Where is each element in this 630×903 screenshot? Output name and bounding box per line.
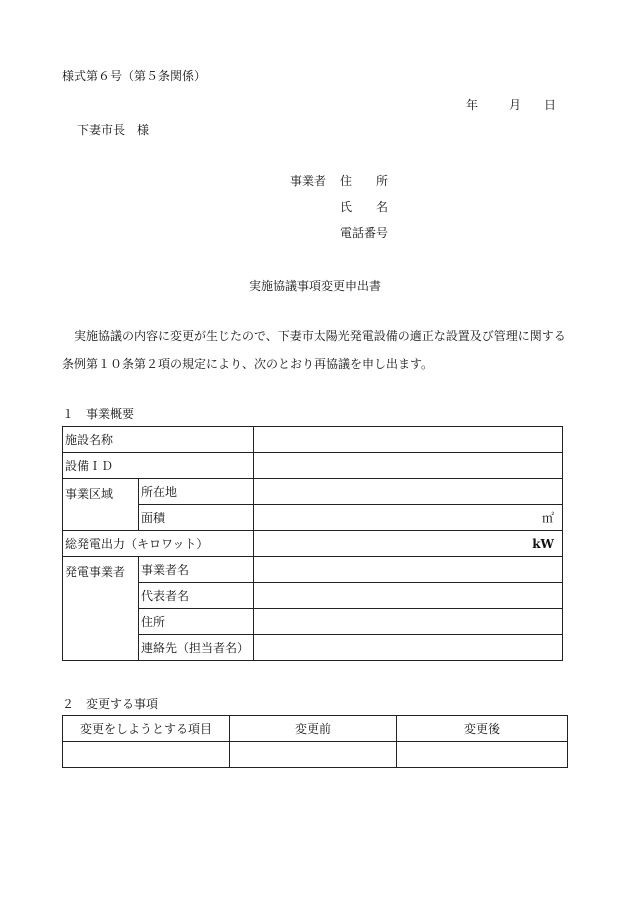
location-label: 所在地 [139,479,254,505]
applicant-address-label: 住 所 [340,174,389,188]
table-row [63,479,563,505]
contact-value[interactable] [254,635,563,661]
date-month: 月 [509,98,522,112]
operator-name-value[interactable] [254,557,563,583]
column-header-item: 変更をしようとする項目 [63,716,230,742]
body-paragraph: 実施協議の内容に変更が生じたので、下妻市太陽光発電設備の適正な設置及び管理に関する条例第１０条第２項の規定により、次のとおり再協議を申し出ます。 [62,329,566,371]
date-day: 日 [544,98,557,112]
change-item-value[interactable] [63,742,230,768]
table-row [63,427,563,453]
applicant-phone-label: 電話番号 [340,226,389,240]
table-row [63,531,563,557]
recipient: 下妻市長 様 [77,123,150,137]
business-overview-table [62,426,563,661]
section1-heading: １ 事業概要 [62,407,135,421]
representative-value[interactable] [254,583,563,609]
output-unit: kW [532,536,555,551]
form-number: 様式第６号（第５条関係） [62,69,207,83]
change-after-value[interactable] [397,742,568,768]
area-value[interactable] [254,505,563,531]
area-unit: ㎡ [542,511,555,525]
section2-heading: ２ 変更する事項 [62,697,159,711]
date-year: 年 [466,98,479,112]
table-row [63,453,563,479]
facility-name-value[interactable] [254,427,563,453]
change-before-value[interactable] [230,742,397,768]
total-output-value[interactable] [254,531,563,557]
column-header-after: 変更後 [397,716,568,742]
facility-name-label: 施設名称 [63,427,254,453]
total-output-label: 総発電出力（キロワット） [63,531,254,557]
contact-label: 連絡先（担当者名） [139,635,254,661]
applicant-role: 事業者 [290,174,327,188]
operator-name-label: 事業者名 [139,557,254,583]
column-header-before: 変更前 [230,716,397,742]
table-row [63,557,563,583]
location-value[interactable] [254,479,563,505]
business-area-label: 事業区域 [63,479,139,531]
table-header-row [63,716,568,742]
applicant-name-label: 氏 名 [340,200,389,214]
area-label: 面積 [139,505,254,531]
operator-address-value[interactable] [254,609,563,635]
representative-label: 代表者名 [139,583,254,609]
document-title: 実施協議事項変更申出書 [248,279,381,293]
equipment-id-label: 設備ＩＤ [63,453,254,479]
table-row [63,742,568,768]
operator-address-label: 住所 [139,609,254,635]
equipment-id-value[interactable] [254,453,563,479]
operator-label: 発電事業者 [63,557,139,661]
changes-table [62,715,568,768]
applicant-block [290,172,490,242]
